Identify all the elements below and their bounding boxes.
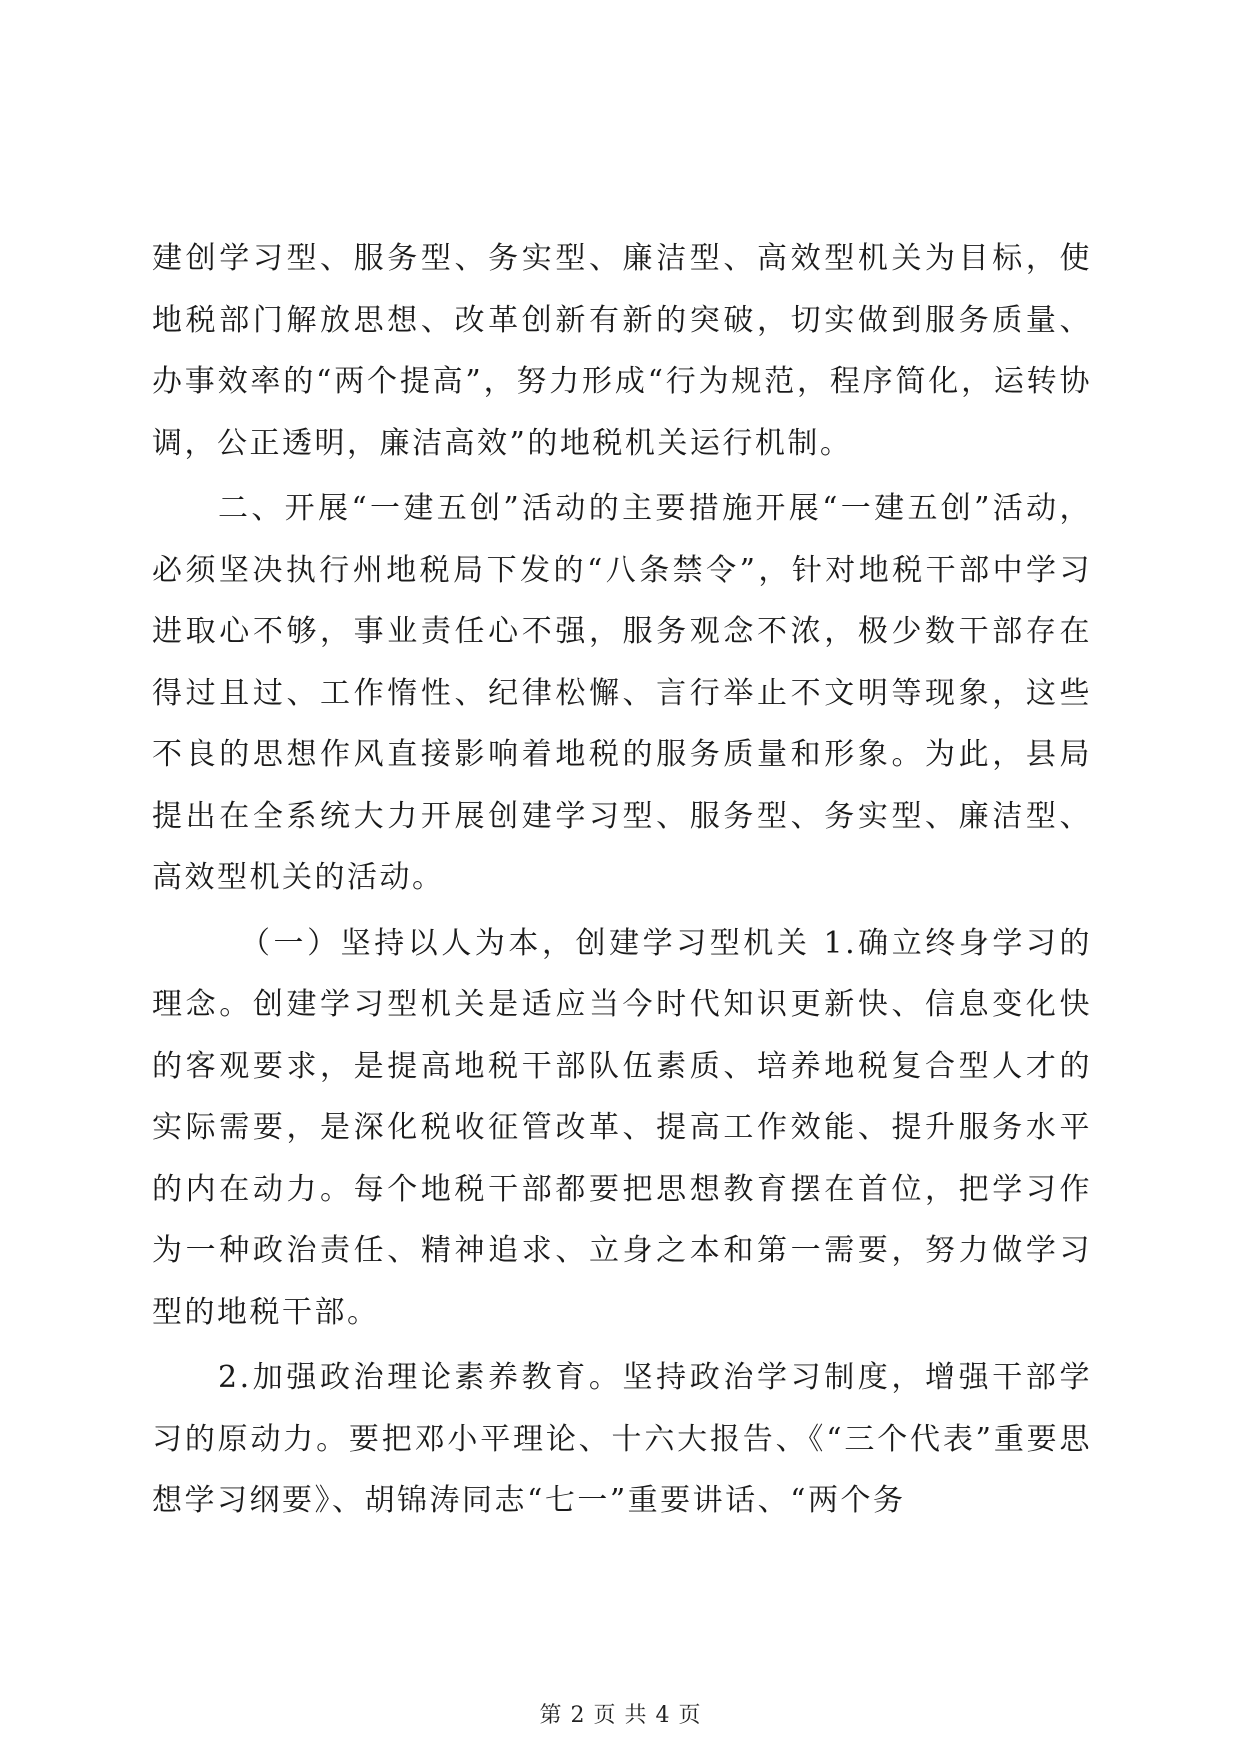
paragraph-continuation: 建创学习型、服务型、务实型、廉洁型、高效型机关为目标，使地税部门解放思想、改革创新有新的突破，切实做到服务质量、办事效率的“两个提高”，努力形成“行为规范，程序简化，运转协调，公正透明，廉洁高效”的地税机关运行机制。 — [152, 241, 1092, 461]
paragraph-subsection-one: （一）坚持以人为本，创建学习型机关 1.确立终身学习的理念。创建学习型机关是适应当今时代知识更新快、信息变化快的客观要求，是提高地税干部队伍素质、培养地税复合型人才的实际需要，是深化税收征管改革、提高工作效能、提升服务水平的内在动力。每个地税干部都要把思想教育摆在首位，把学习作为一种政治责任、精神追求、立身之本和第一需要，努力做学习型的地税干部。 — [152, 925, 1092, 1330]
document-body — [152, 228, 1092, 1536]
paragraph-item-two: 2.加强政治理论素养教育。坚持政治学习制度，增强干部学习的原动力。要把邓小平理论、十六大报告、《“三个代表”重要思想学习纲要》、胡锦涛同志“七一”重要讲话、“两个务 — [152, 1360, 1092, 1518]
page-number-footer: 第 2 页 共 4 页 — [539, 1703, 702, 1728]
paragraph-section-two: 二、开展“一建五创”活动的主要措施开展“一建五创”活动，必须坚决执行州地税局下发的“八条禁令”，针对地税干部中学习进取心不够，事业责任心不强，服务观念不浓，极少数干部存在得过且过、工作惰性、纪律松懈、言行举止不文明等现象，这些不良的思想作风直接影响着地税的服务质量和形象。为此，县局提出在全系统大力开展创建学习型、服务型、务实型、廉洁型、高效型机关的活动。 — [152, 491, 1092, 895]
